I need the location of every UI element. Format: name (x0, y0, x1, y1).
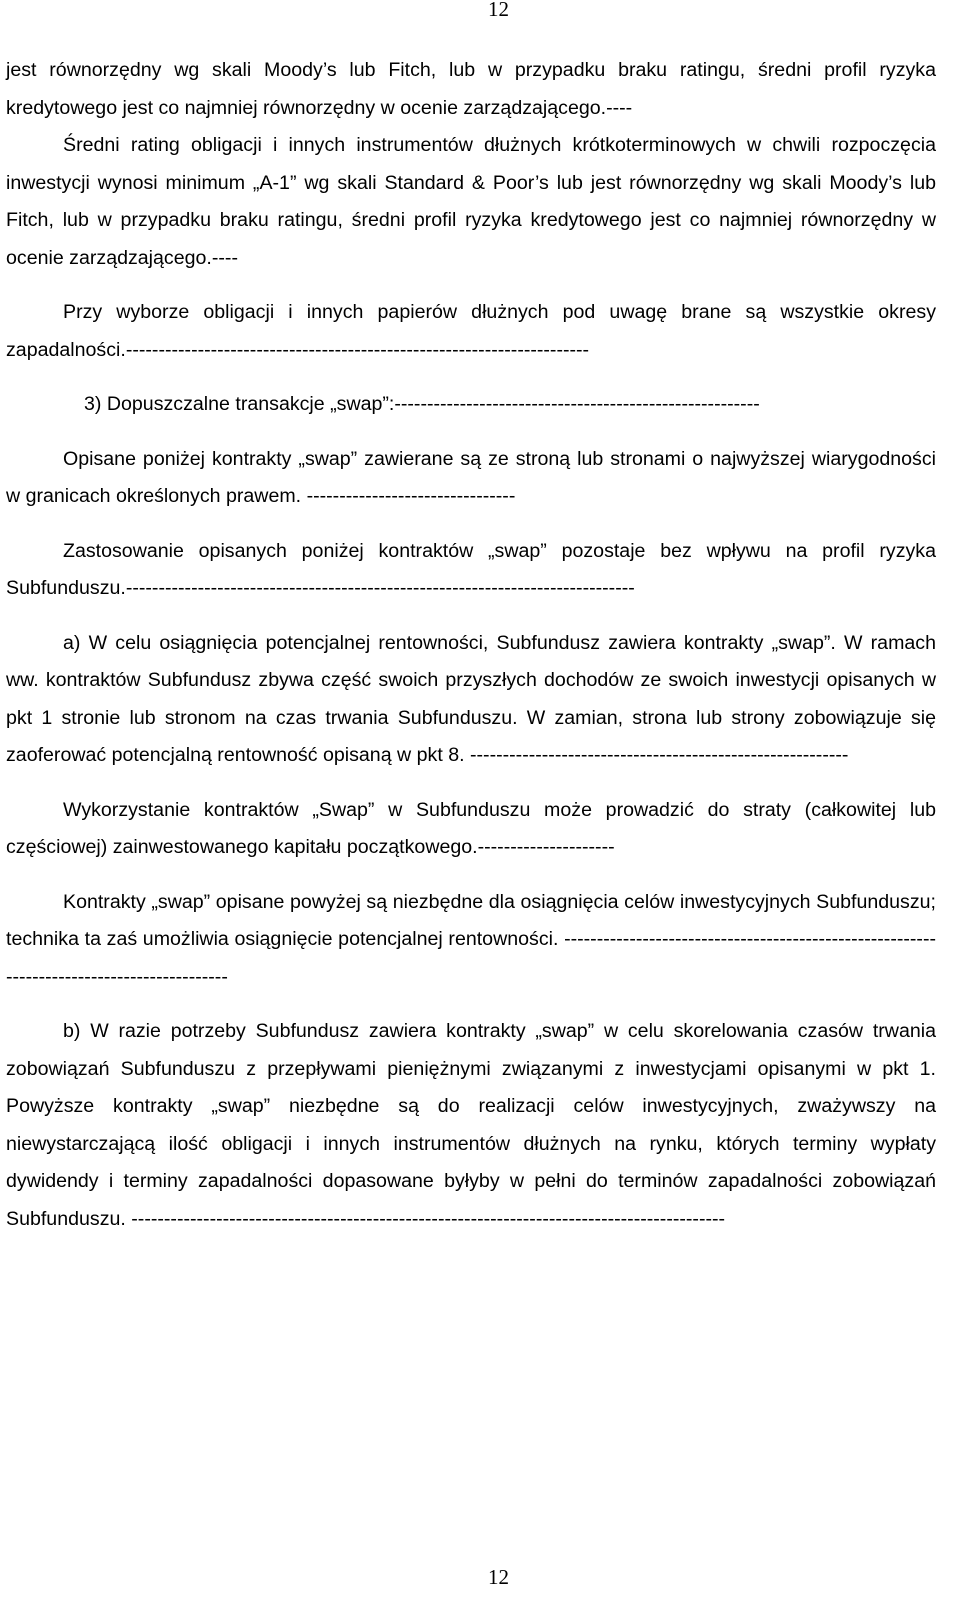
paragraph-short-term-rating: Średni rating obligacji i innych instrumentów dłużnych krótkoterminowych w chwili rozpoczęcia inwestycji wynosi minimum „A-1” wg skali Standard & Poor’s lub jest równorzędny wg skali Moody’s lub Fitch, lub w przypadku braku ratingu, średni profil ryzyka kredytowego jest co najmniej równorzędny w ocenie zarządzającego.---- (6, 134, 936, 269)
paragraph-maturity-periods: Przy wyborze obligacji i innych papierów dłużnych pod uwagę brane są wszystkie okresy zapadalności.----------------------------------------------------------------------- (6, 301, 936, 361)
document-body (6, 52, 936, 1255)
paragraph-rating-continuation: jest równorzędny wg skali Moody’s lub Fitch, lub w przypadku braku ratingu, średni profil ryzyka kredytowego jest co najmniej równorzędny w ocenie zarządzającego.---- (6, 59, 936, 119)
section-heading-swap-transactions: 3) Dopuszczalne transakcje „swap”:-------------------------------------------------------- (84, 393, 760, 415)
page-number-bottom: 12 (488, 1565, 509, 1589)
paragraph-swap-risk-profile: Zastosowanie opisanych poniżej kontraktów „swap” pozostaje bez wpływu na profil ryzyka Subfunduszu.------------------------------------------------------------------------------ (6, 539, 936, 599)
paragraph-swap-point-a: a) W celu osiągnięcia potencjalnej rentowności, Subfundusz zawiera kontrakty „swap”. W ramach ww. kontraktów Subfundusz zbywa część swoich przyszłych dochodów ze swoich inwestycji opisanych w pkt 1 stronie lub stronom na czas trwania Subfunduszu. W zamian, strona lub strony zobowiązuje się zaoferować potencjalną rentowność opisaną w pkt 8. ---------------------------------------------------------- (6, 631, 936, 766)
page-number-top: 12 (488, 0, 509, 21)
paragraph-swap-necessity: Kontrakty „swap” opisane powyżej są niezbędne dla osiągnięcia celów inwestycyjnych Subfunduszu; technika ta zaś umożliwia osiągnięcie potencjalnej rentowności. ------------------------------------------------------------------------------------------- (6, 890, 936, 988)
paragraph-swap-counterparties: Opisane poniżej kontrakty „swap” zawierane są ze stroną lub stronami o najwyższej wiarygodności w granicach określonych prawem. -------------------------------- (6, 447, 936, 507)
paragraph-swap-point-b: b) W razie potrzeby Subfundusz zawiera kontrakty „swap” w celu skorelowania czasów trwania zobowiązań Subfunduszu z przepływami pieniężnymi związanymi z inwestycjami opisanymi w pkt 1. Powyższe kontrakty „swap” niezbędne są do realizacji celów inwestycyjnych, zważywszy na niewystarczającą ilość obligacji i innych instrumentów dłużnych na rynku, których terminy wypłaty dywidendy i terminy zapadalności dopasowane byłyby w pełni do terminów zapadalności zobowiązań Subfunduszu. ------------------------------------------------------------------------------------------- (6, 1020, 936, 1230)
paragraph-swap-loss-risk: Wykorzystanie kontraktów „Swap” w Subfunduszu może prowadzić do straty (całkowitej lub częściowej) zainwestowanego kapitału początkowego.--------------------- (6, 798, 936, 858)
